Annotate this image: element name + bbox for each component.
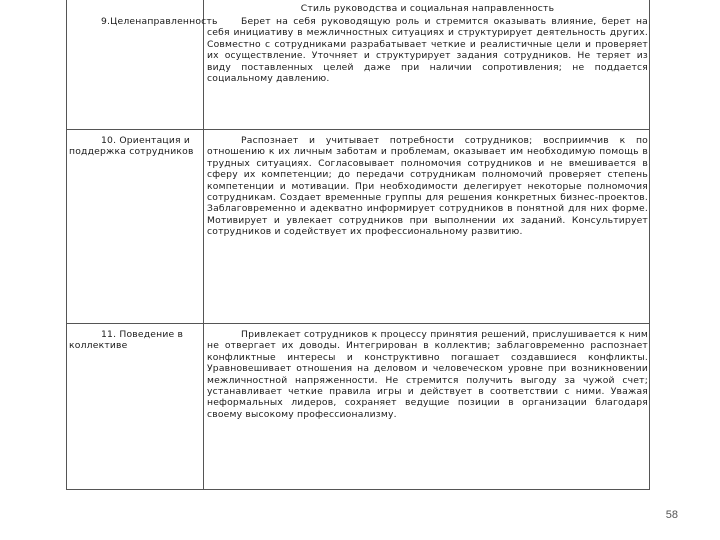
row-text-purposefulness: Берет на себя руководящую роль и стремится оказывать влияние, берет на себя инициативу в межличностных ситуациях и структурирует деятельность других. Совместно с сотрудниками разрабатывает четкие и реалистичные цели и проверяет их осуществление. Уточняет и структурирует задания сотрудников. Не теряет из виду поставленных целей даже при наличии сопротивления; не поддается социальному давлению. bbox=[207, 16, 648, 85]
section-subtitle: Стиль руководства и социальная направленность bbox=[300, 3, 555, 14]
row-text-team-behavior: Привлекает сотрудников к процессу принятия решений, прислушивается к ним не отвергает их доводы. Интегрирован в коллектив; заблаговременно распознает конфликтные интересы и конструктивно погашает создавшиеся конфликты. Уравновешивает отношения на деловом и человеческом уровне при возникновении межличностной напряженности. Не стремится получить выгоду за чужой счет; устанавливает четкие правила игры и действует в соответствии с ними. Уважая неформальных лидеров, сохраняет ведущие позиции в организации благодаря своему высокому профессионализму. bbox=[207, 329, 648, 420]
page-number: 58 bbox=[665, 509, 678, 521]
row-label-purposefulness: 9.Целенаправленность bbox=[101, 16, 218, 27]
row-text-employee-support: Распознает и учитывает потребности сотрудников; восприимчив к по отношению к их личным заботам и проблемам, оказывает им необходимую помощь в трудных ситуациях. Согласовывает полномочия сотрудников и не вмешивается в сферу их компетенции; до передачи сотрудникам полномочий проверяет степень компетенции и мотивации. При необходимости делегирует некоторые полномочия сотрудникам. Создает временные группы для решения конкретных бизнес-проектов. Заблаговременно и адекватно информирует сотрудников в понятной для них форме. Мотивирует и увлекает сотрудников при выполнении их заданий. Консультирует сотрудников и содействует их профессиональному развитию. bbox=[207, 135, 648, 238]
row-label-team-behavior: 11. Поведение в коллективе bbox=[69, 329, 184, 352]
competency-table bbox=[66, 0, 650, 490]
row-divider bbox=[67, 323, 649, 324]
row-label-employee-support: 10. Ориентация и поддержка сотрудников bbox=[69, 135, 194, 158]
row-divider bbox=[67, 129, 649, 130]
